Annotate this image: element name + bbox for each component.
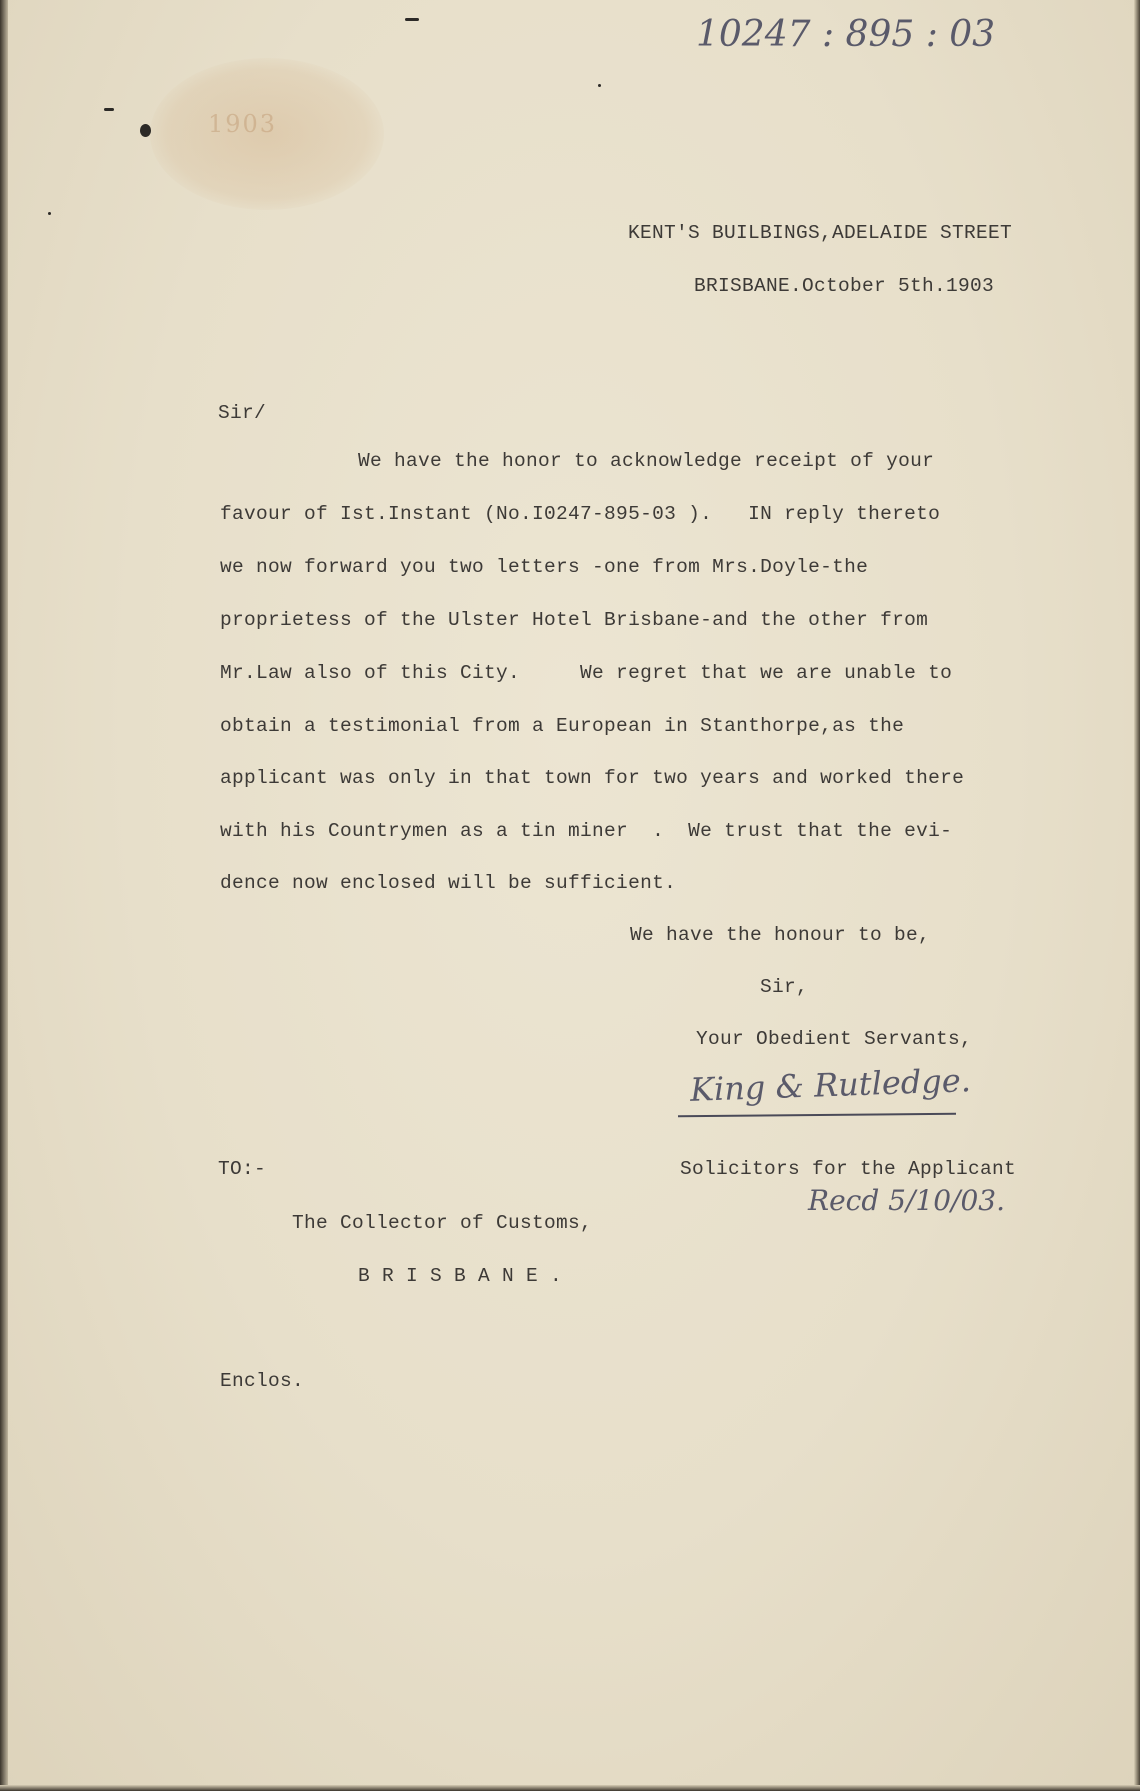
body-line: dence now enclosed will be sufficient.	[220, 872, 677, 894]
closing-line-3: Your Obedient Servants,	[696, 1028, 973, 1050]
signature: King & Rutledge.	[689, 1061, 972, 1109]
body-line: We have the honor to acknowledge receipt of your	[358, 450, 935, 472]
body-line: proprietess of the Ulster Hotel Brisbane-and the other from	[220, 609, 929, 631]
ink-mark	[104, 108, 114, 111]
signature-underline	[678, 1113, 956, 1117]
address-line-1: KENT'S BUILBINGS,ADELAIDE STREET	[628, 222, 1013, 244]
file-reference-number: 10247 : 895 : 03	[696, 14, 996, 55]
page-edge-bottom	[0, 1785, 1140, 1791]
stamp-year: 1903	[208, 110, 278, 138]
received-note: Recd 5/10/03.	[808, 1184, 1005, 1217]
enclosure-note: Enclos.	[220, 1370, 305, 1392]
to-label: TO:-	[218, 1158, 267, 1180]
signer-role: Solicitors for the Applicant	[680, 1158, 1017, 1180]
body-line: favour of Ist.Instant (No.I0247-895-03 ). IN reply thereto	[220, 503, 941, 525]
body-line: applicant was only in that town for two years and worked there	[220, 767, 965, 789]
body-line: we now forward you two letters -one from Mrs.Doyle-the	[220, 556, 869, 578]
ink-mark	[598, 84, 601, 87]
recipient-name: The Collector of Customs,	[292, 1212, 593, 1234]
page-edge-right	[1134, 0, 1140, 1791]
ink-mark	[140, 124, 151, 137]
page-edge-left	[0, 0, 8, 1791]
closing-line-1: We have the honour to be,	[630, 924, 931, 946]
recipient-city: B R I S B A N E .	[358, 1265, 563, 1287]
closing-line-2: Sir,	[760, 976, 809, 998]
body-line: Mr.Law also of this City. We regret that we are unable to	[220, 662, 953, 684]
faded-stamp	[150, 58, 384, 210]
ink-mark	[48, 212, 51, 215]
ink-mark	[405, 18, 419, 21]
body-line: obtain a testimonial from a European in Stanthorpe,as the	[220, 715, 905, 737]
salutation: Sir/	[218, 402, 267, 424]
address-line-2-date: BRISBANE.October 5th.1903	[694, 275, 995, 297]
body-line: with his Countrymen as a tin miner . We trust that the evi-	[220, 820, 953, 842]
